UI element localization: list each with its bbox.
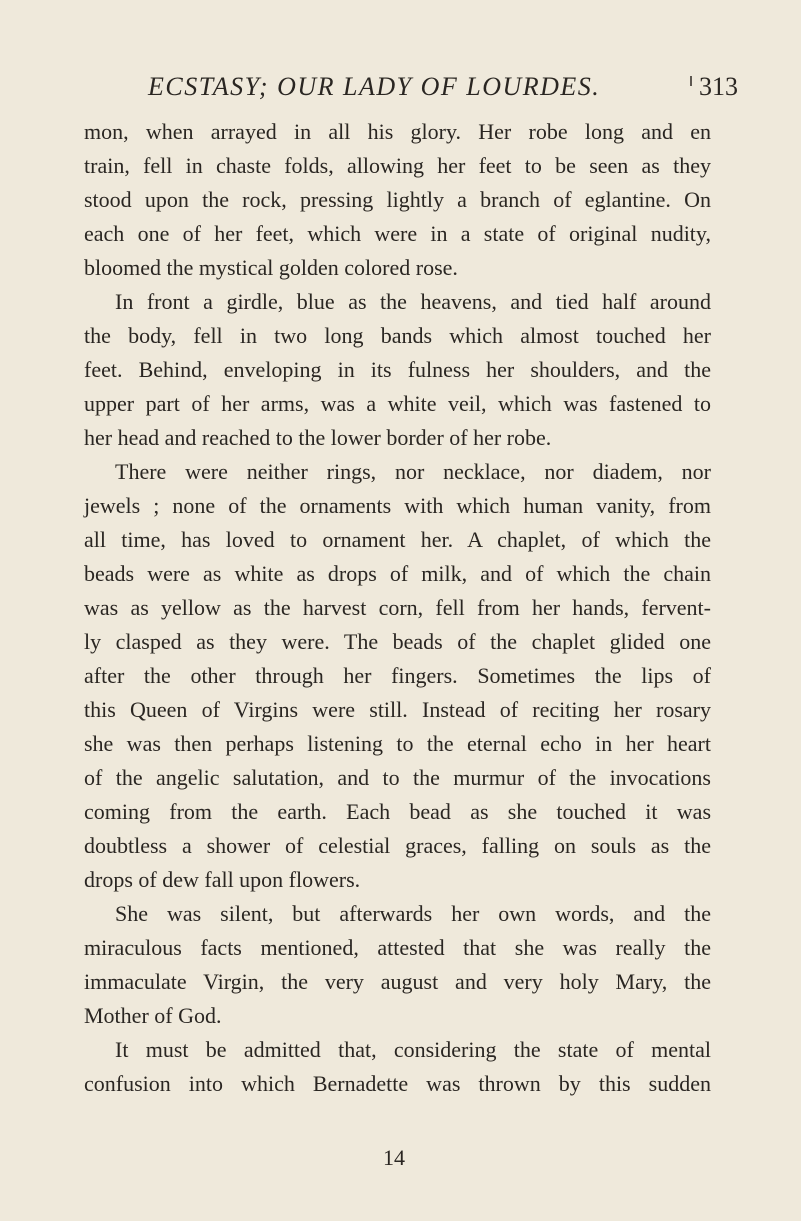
text-line: her head and reached to the lower border of her robe. [84,425,552,450]
text-line: beads were as white as drops of milk, and of which the chain [84,561,711,586]
text-line: each one of her feet, which were in a state of original nudity, [84,221,711,246]
text-line: the body, fell in two long bands which almost touched her [84,323,711,348]
text-line: In front a girdle, blue as the heavens, and tied half around [115,289,711,314]
text-line: of the angelic salutation, and to the murmur of the invocations [84,765,711,790]
text-line: doubtless a shower of celestial graces, falling on souls as the [84,833,711,858]
text-line: miraculous facts mentioned, attested that she was really the [84,935,711,960]
text-line: coming from the earth. Each bead as she touched it was [84,799,711,824]
text-line: all time, has loved to ornament her. A chaplet, of which the [84,527,711,552]
text-line: upper part of her arms, was a white veil, which was fastened to [84,391,711,416]
text-line: Mother of God. [84,1003,222,1028]
text-line: she was then perhaps listening to the eternal echo in her heart [84,731,711,756]
text-line: bloomed the mystical golden colored rose. [84,255,458,280]
text-line: ly clasped as they were. The beads of the chaplet glided one [84,629,711,654]
text-line: after the other through her fingers. Sometimes the lips of [84,663,711,688]
text-line: drops of dew fall upon flowers. [84,867,361,892]
text-line: There were neither rings, nor necklace, nor diadem, nor [115,459,711,484]
signature-mark: 14 [383,1145,405,1170]
text-line: jewels ; none of the ornaments with which human vanity, from [84,493,711,518]
text-line: this Queen of Virgins were still. Instead of reciting her rosary [84,697,711,722]
print-mark [690,76,692,86]
page-number: 313 [699,72,738,101]
text-line: was as yellow as the harvest corn, fell from her hands, fervent- [84,595,711,620]
running-title: ECSTASY; OUR LADY OF LOURDES. [148,72,601,101]
running-head [148,72,738,106]
text-line: stood upon the rock, pressing lightly a branch of eglantine. On [84,187,711,212]
text-line: feet. Behind, enveloping in its fulness her shoulders, and the [84,357,711,382]
text-line: She was silent, but afterwards her own words, and the [115,901,711,926]
text-line: confusion into which Bernadette was thrown by this sudden [84,1071,711,1096]
text-line: It must be admitted that, considering the state of mental [115,1037,711,1062]
text-line: train, fell in chaste folds, allowing her feet to be seen as they [84,153,711,178]
text-line: mon, when arrayed in all his glory. Her robe long and en [84,119,711,144]
text-line: immaculate Virgin, the very august and very holy Mary, the [84,969,711,994]
